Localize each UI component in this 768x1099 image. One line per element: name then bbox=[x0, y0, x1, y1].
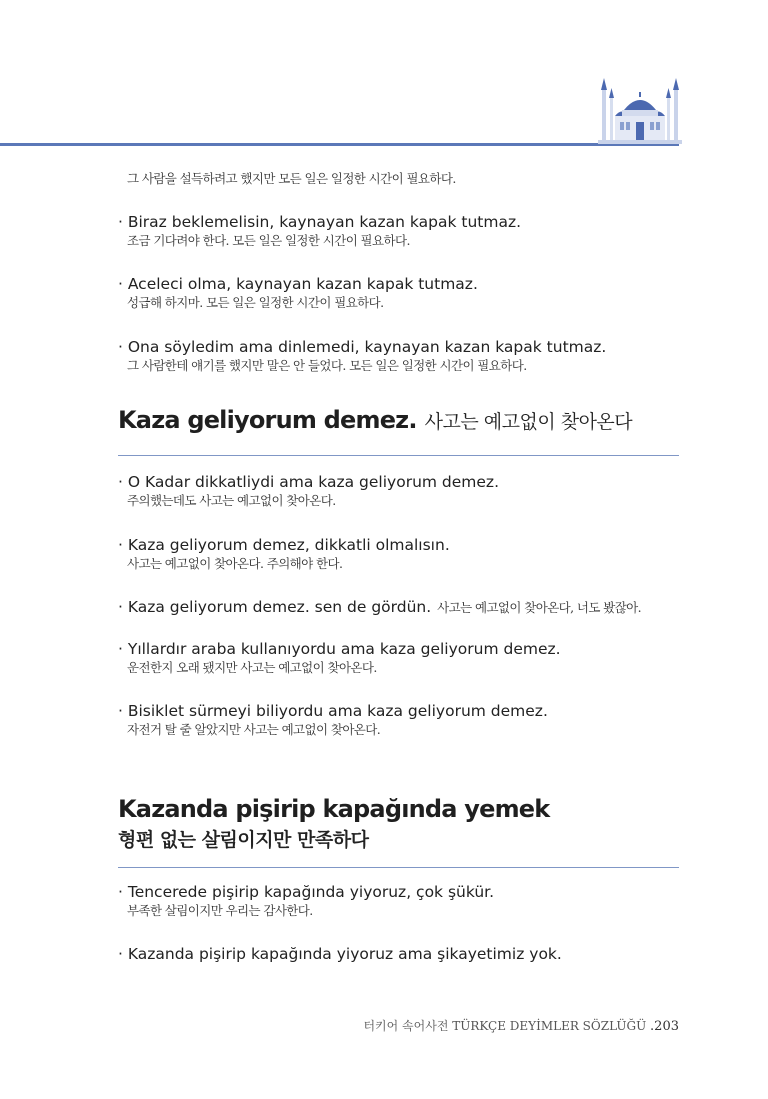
example-ko: 그 사람을 설득하려고 했지만 모든 일은 일정한 시간이 필요하다. bbox=[127, 171, 456, 186]
idiom-heading bbox=[118, 406, 632, 434]
example-item bbox=[118, 274, 688, 312]
example-top bbox=[118, 170, 688, 188]
example-item bbox=[118, 882, 688, 920]
example-tr: · Biraz beklemelisin, kaynayan kazan kapak tutmaz. bbox=[118, 213, 522, 231]
header-rule bbox=[0, 143, 679, 146]
example-item bbox=[118, 212, 688, 250]
page-number: .203 bbox=[650, 1019, 679, 1034]
example-tr: · Kaza geliyorum demez. sen de gördün. bbox=[118, 598, 432, 616]
example-tr: · Bisiklet sürmeyi biliyordu ama kaza geliyorum demez. bbox=[118, 702, 548, 720]
example-ko: 자전거 탈 줄 알았지만 사고는 예고없이 찾아온다. bbox=[127, 722, 381, 737]
example-item bbox=[118, 472, 688, 510]
example-ko: 그 사람한테 얘기를 했지만 말은 안 들었다. 모든 일은 일정한 시간이 필요하다. bbox=[127, 358, 527, 373]
page-footer bbox=[363, 1017, 679, 1034]
example-item bbox=[118, 535, 688, 573]
idiom-title-tr: Kazanda pişirip kapağında yemek bbox=[118, 795, 550, 823]
example-item bbox=[118, 701, 688, 739]
example-tr: · Yıllardır araba kullanıyordu ama kaza geliyorum demez. bbox=[118, 640, 561, 658]
idiom-heading bbox=[118, 795, 549, 852]
example-ko: 부족한 살림이지만 우리는 감사한다. bbox=[127, 903, 313, 918]
idiom-title-ko: 사고는 예고없이 찾아온다 bbox=[424, 411, 633, 433]
example-ko: 사고는 예고없이 찾아온다, 너도 봤잖아. bbox=[437, 600, 642, 615]
example-ko: 주의했는데도 사고는 예고없이 찾아온다. bbox=[127, 493, 336, 508]
example-ko: 조금 기다려야 한다. 모든 일은 일정한 시간이 필요하다. bbox=[127, 233, 410, 248]
example-item bbox=[118, 944, 688, 964]
example-tr: · Ona söyledim ama dinlemedi, kaynayan kazan kapak tutmaz. bbox=[118, 338, 607, 356]
example-ko: 운전한지 오래 됐지만 사고는 예고없이 찾아온다. bbox=[127, 660, 377, 675]
example-tr: · Kazanda pişirip kapağında yiyoruz ama şikayetimiz yok. bbox=[118, 945, 562, 963]
example-item bbox=[118, 639, 688, 677]
idiom-title-tr: Kaza geliyorum demez. bbox=[118, 406, 417, 434]
example-ko: 성급해 하지마. 모든 일은 일정한 시간이 필요하다. bbox=[127, 295, 384, 310]
example-tr: · Tencerede pişirip kapağında yiyoruz, çok şükür. bbox=[118, 883, 495, 901]
example-tr: · Aceleci olma, kaynayan kazan kapak tutmaz. bbox=[118, 275, 478, 293]
section-divider bbox=[118, 867, 679, 868]
example-ko: 사고는 예고없이 찾아온다. 주의해야 한다. bbox=[127, 556, 343, 571]
book-title: 터키어 속어사전 TÜRKÇE DEYİMLER SÖZLÜĞÜ bbox=[363, 1019, 647, 1033]
example-tr: · O Kadar dikkatliydi ama kaza geliyorum demez. bbox=[118, 473, 499, 491]
example-item bbox=[118, 337, 688, 375]
idiom-title-ko: 형편 없는 살림이지만 만족하다 bbox=[118, 829, 369, 851]
example-tr: · Kaza geliyorum demez, dikkatli olmalısın. bbox=[118, 536, 450, 554]
example-item bbox=[118, 597, 688, 618]
mosque-icon bbox=[598, 76, 682, 144]
section-divider bbox=[118, 455, 679, 456]
